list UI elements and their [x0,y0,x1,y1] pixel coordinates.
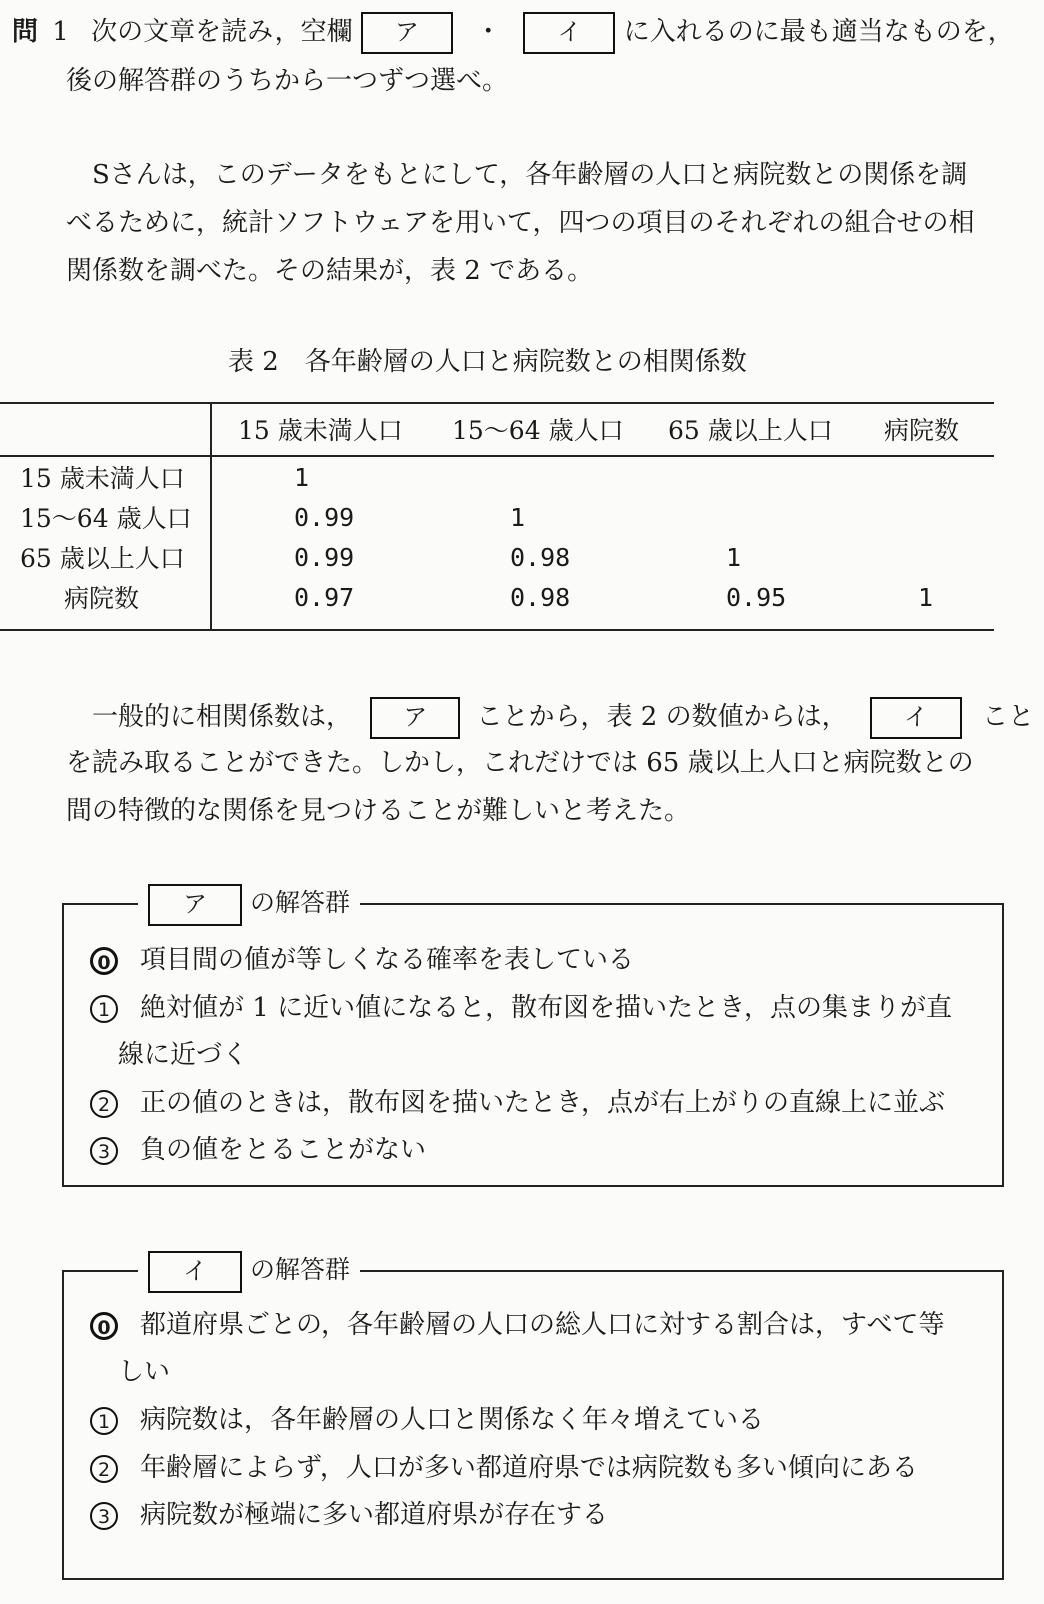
body-text-after: こと [982,702,1035,732]
option-text: 負の値をとることがない [140,1135,427,1165]
option-text: 項目間の値が等しくなる確率を表している [140,945,635,975]
table-row [0,577,994,617]
circled-one-mark: 1 [90,1407,118,1435]
table-cell [646,497,862,537]
circled-two-mark: 2 [90,1090,118,1118]
question-label: 問 [12,17,39,47]
option-a-1-continuation: 線に近づく [118,1040,249,1070]
option-a-1[interactable] [90,991,952,1025]
header-col-under15: 15 歳未満人口 [212,403,430,456]
table-cell: 0.98 [510,542,571,572]
answer-group-a-heading [138,882,360,926]
header-corner [0,403,212,456]
answer-group-i-title: の解答群 [250,1255,351,1284]
option-text: 絶対値が 1 に近い値になると，散布図を描いたとき，点の集まりが直 [140,993,953,1023]
intro-line-3: 関係数を調べた。その結果が，表 2 である。 [66,256,594,286]
body-line-3: 間の特徴的な関係を見つけることが難しいと考えた。 [66,796,691,826]
option-i-1[interactable] [90,1403,764,1437]
table-cell [862,456,994,497]
table-bottom-rule [0,629,994,631]
intro-line-2: べるために，統計ソフトウェアを用いて，四つの項目のそれぞれの組合せの相 [66,208,975,238]
question-text-before: 次の文章を読み，空欄 [91,17,353,47]
header-col-hospitals: 病院数 [862,403,994,456]
question-text-after: に入れるのに最も適当なものを， [623,17,1014,47]
body-line-1 [92,697,1034,739]
question-number: 1 [52,17,69,47]
body-text-mid: ことから，表 2 の数値からは， [476,702,848,732]
option-i-2[interactable] [90,1451,918,1485]
table-cell: 1 [510,502,526,532]
body-line-2: を読み取ることができた。しかし，これだけでは 65 歳以上人口と病院数との [66,748,974,778]
header-col-65over: 65 歳以上人口 [646,403,862,456]
option-text: 正の値のときは，散布図を描いたとき，点が右上がりの直線上に並ぶ [140,1088,945,1118]
row-label: 15 歳未満人口 [20,464,185,493]
body-blank-i: イ [870,697,962,739]
circled-one-mark: 1 [90,995,118,1023]
row-label: 病院数 [64,584,140,613]
intro-line-1: Sさんは，このデータをもとにして，各年齢層の人口と病院数との関係を調 [92,160,968,190]
table-header-row [0,403,994,456]
option-text: 病院数が極端に多い都道府県が存在する [140,1500,609,1530]
table-cell: 1 [726,542,742,572]
option-i-3[interactable] [90,1498,608,1532]
table-cell: 1 [918,582,934,612]
table-cell [862,537,994,577]
question-line-2: 後の解答群のうちから一つずつ選べ。 [66,66,509,96]
circled-three-mark: 3 [90,1137,118,1165]
row-label: 15～64 歳人口 [20,504,192,533]
table-row [0,497,994,537]
table-cell: 0.98 [510,582,571,612]
correlation-table [0,403,994,617]
table-cell [646,456,862,497]
answer-group-a-title: の解答群 [250,888,351,917]
table-cell [862,497,994,537]
table-cell: 0.97 [294,582,355,612]
table-caption: 表 2 各年齢層の人口と病院数との相関係数 [228,347,747,377]
option-text: 年齢層によらず，人口が多い都道府県では病院数も多い傾向にある [140,1453,918,1483]
body-blank-a: ア [370,697,460,739]
answer-group-i-heading [138,1249,360,1293]
body-text-before: 一般的に相関係数は， [92,702,353,732]
answer-group-a [62,888,1004,1187]
blank-i: イ [523,12,615,54]
table-cell: 0.95 [726,582,787,612]
option-i-0-continuation: しい [118,1357,171,1387]
circled-zero-mark: 0 [90,947,118,975]
circled-three-mark: 3 [90,1502,118,1530]
option-a-3[interactable] [90,1133,426,1167]
answer-group-i [62,1255,1004,1580]
table-cell [430,456,646,497]
question-line-1 [12,12,1014,54]
table-cell: 1 [294,462,310,492]
header-col-15to64: 15～64 歳人口 [430,403,646,456]
option-i-0[interactable] [90,1308,944,1342]
circled-two-mark: 2 [90,1455,118,1483]
blank-a: ア [361,12,453,54]
option-text: 病院数は，各年齢層の人口と関係なく年々増えている [140,1405,765,1435]
table-cell: 0.99 [294,502,355,532]
option-a-0[interactable] [90,943,634,977]
table-cell: 0.99 [294,542,355,572]
row-label: 65 歳以上人口 [20,544,185,573]
circled-zero-mark: 0 [90,1312,118,1340]
blank-separator: ・ [475,17,502,47]
answer-group-i-blank: イ [148,1251,242,1293]
answer-group-a-blank: ア [148,884,242,926]
table-row [0,537,994,577]
option-text: 都道府県ごとの，各年齢層の人口の総人口に対する割合は，すべて等 [140,1310,945,1340]
table-row [0,456,994,497]
option-a-2[interactable] [90,1086,945,1120]
